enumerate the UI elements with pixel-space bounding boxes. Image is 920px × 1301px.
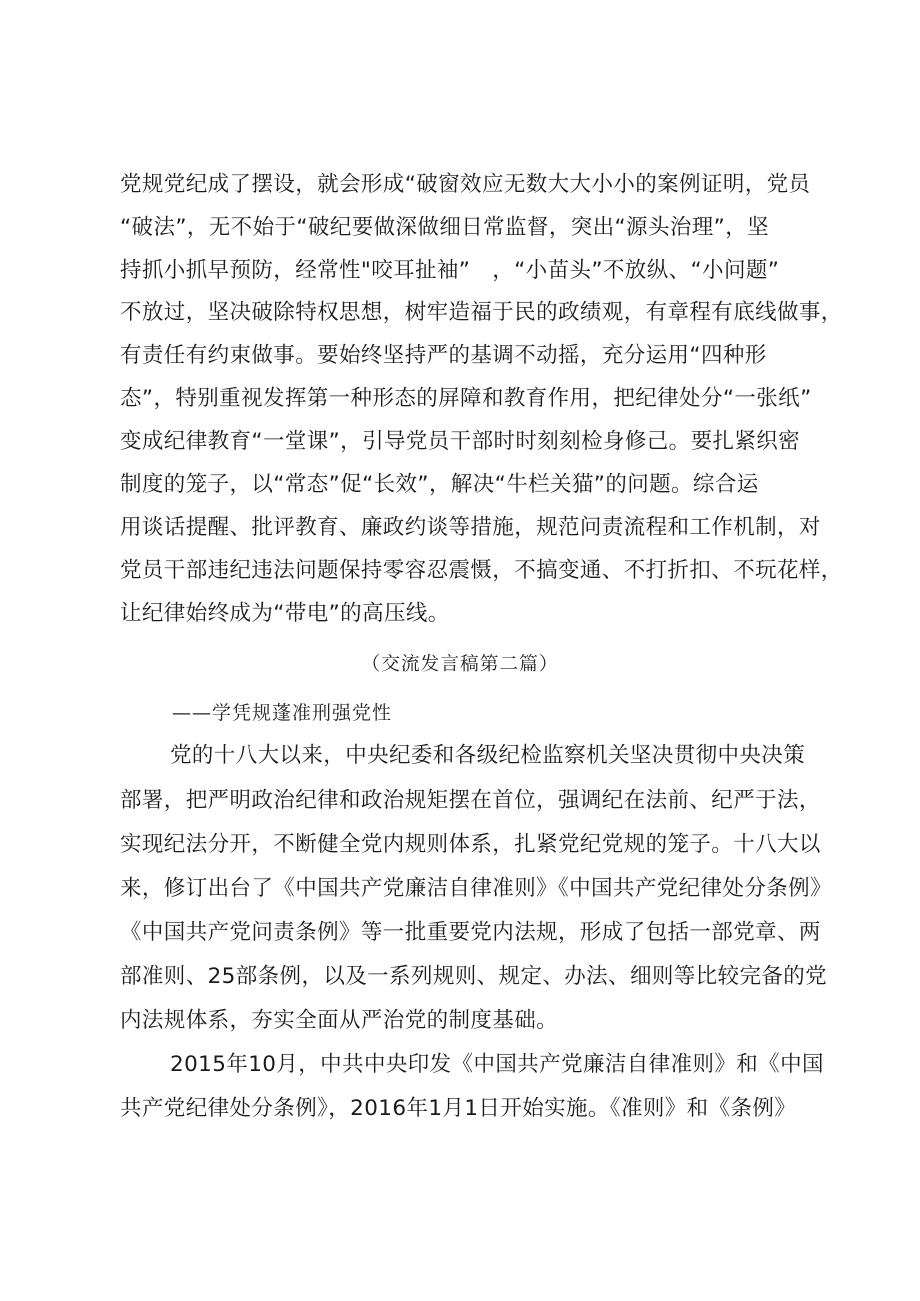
text-line: 让纪律始终成为“带电”的高压线。 xyxy=(120,601,450,626)
text-line: 态”，特别重视发挥第一种形态的屏障和教育作用，把纪律处分“一张纸” xyxy=(120,386,812,411)
text-line: 不放过，坚决破除特权思想，树牢造福于民的政绩观，有章程有底线做事， xyxy=(120,300,843,325)
text-line: 用谈话提醒、批评教育、廉政约谈等措施，规范问责流程和工作机制，对 xyxy=(120,515,821,540)
section-title: （交流发言稿第二篇） xyxy=(361,654,559,675)
section-subtitle: ——学凭规蓬准刑强党性 xyxy=(172,702,393,724)
text-line: 党规党纪成了摆设，就会形成“破窗效应无数大大小小的案例证明，党员 xyxy=(120,172,811,197)
text-line: “破法”，无不始于“破纪要做深做细日常监督，突出“源头治理”，坚 xyxy=(120,215,769,240)
text-line: 党的十八大以来，中央纪委和各级纪检监察机关坚决贯彻中央决策 xyxy=(170,743,806,768)
text-line: 部署，把严明政治纪律和政治规矩摆在首位，强调纪在法前、纪严于法， xyxy=(120,788,821,813)
text-line: 来，修订出台了《中国共产党廉洁自律准则》《中国共产党纪律处分条例》 xyxy=(120,876,832,901)
text-line: 内法规体系，夯实全面从严治党的制度基础。 xyxy=(120,1008,559,1033)
text-line: 制度的笼子，以“常态”促“长效”，解决“牛栏关猫”的问题。综合运 xyxy=(120,472,759,497)
text-line: 有责任有约束做事。要始终坚持严的基调不动摇，充分运用“四种形 xyxy=(120,343,767,368)
text-line: 持抓小抓早预防，经常性"咬耳扯袖” ，“小苗头”不放纵、“小问题” xyxy=(120,258,780,283)
text-line: 变成纪律教育“一堂课”，引导党员干部时时刻刻检身修己。要扎紧织密 xyxy=(120,429,801,454)
text-line: 实现纪法分开，不断健全党内规则体系，扎紧党纪党规的笼子。十八大以 xyxy=(120,832,821,857)
text-line: 2015年10月，中共中央印发《中国共产党廉洁自律准则》和《中国 xyxy=(170,1052,824,1077)
text-line: 部准则、25部条例，以及一系列规则、规定、办法、细则等比较完备的党 xyxy=(120,964,828,989)
text-line: 《中国共产党问责条例》等一批重要党内法规，形成了包括一部党章、两 xyxy=(120,920,821,945)
text-line: 党员干部违纪违法问题保持零容忍震慑，不搞变通、不打折扣、不玩花样， xyxy=(120,558,843,583)
text-line: 共产党纪律处分条例》，2016年1月1日开始实施。《准则》和《条例》 xyxy=(120,1096,797,1121)
